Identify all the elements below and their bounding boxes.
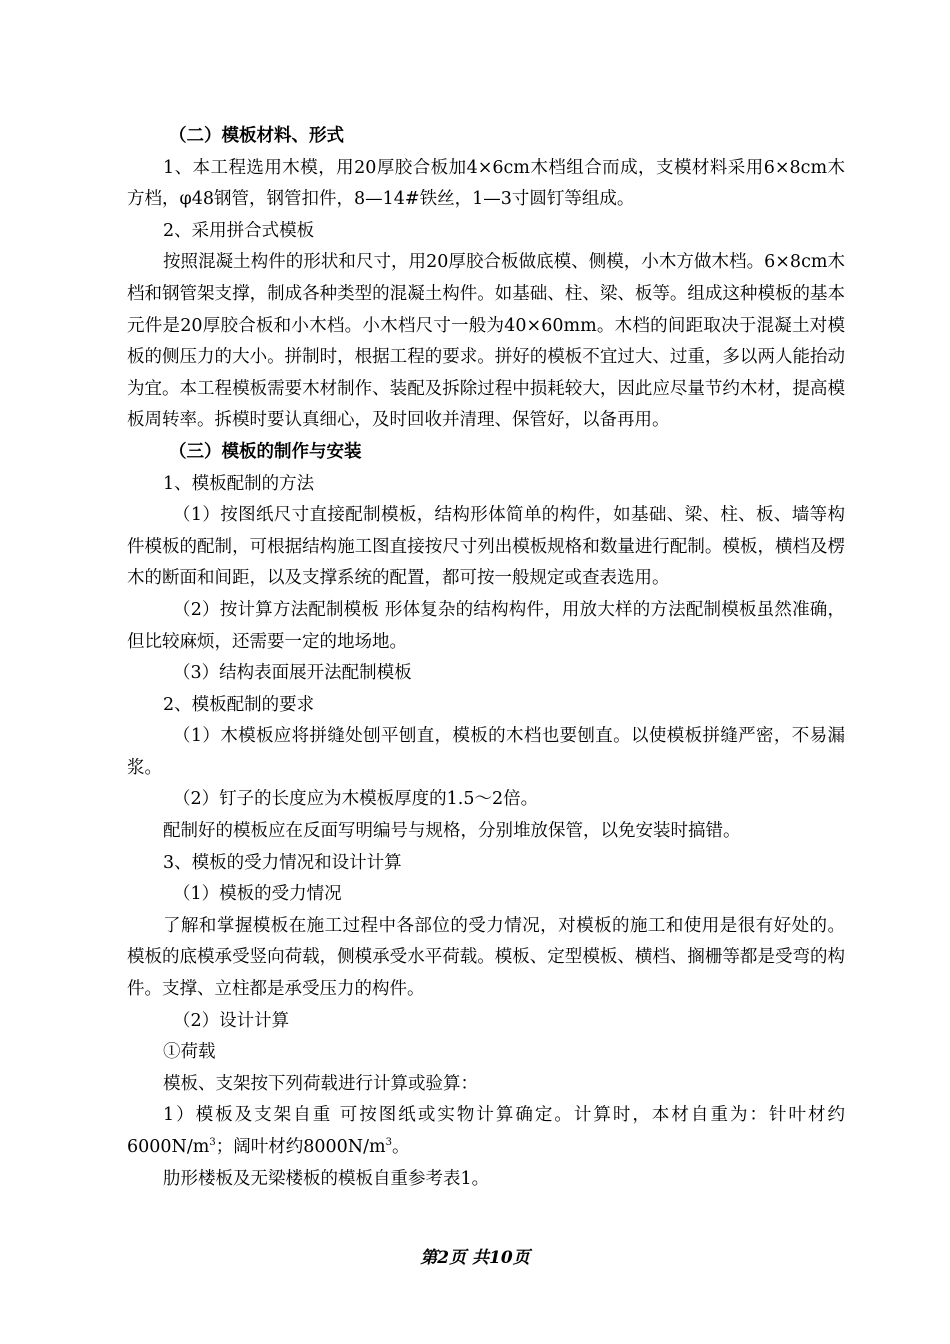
- paragraph-materials: 1、本工程选用木模，用20厚胶合板加4×6cm木档组合而成，支模材料采用6×8cm木方档，φ48钢管，钢管扣件，8—14#铁丝，1—3寸圆钉等组成。: [127, 157, 845, 210]
- paragraph-requirement-1: （1）木模板应将拼缝处刨平刨直，模板的木档也要刨直。以使模板拼缝严密，不易漏浆。: [127, 726, 845, 778]
- load-text-b: ；阔叶材约8000N/m: [215, 1137, 386, 1157]
- paragraph-load-self-weight: [127, 1100, 845, 1163]
- paragraph-table-reference: 肋形楼板及无梁楼板的模板自重参考表1。: [163, 1168, 490, 1189]
- paragraph-method-title: 1、模板配制的方法: [163, 473, 315, 494]
- paragraph-force-description: 了解和掌握模板在施工过程中各部位的受力情况，对模板的施工和使用是很有好处的。模板的底模承受竖向荷载，侧模承受水平荷载。模板、定型模板、横档、搁栅等都是受弯的构件。支撑、立柱都是承受压力的构件。: [127, 915, 845, 1000]
- load-text-c: 。: [391, 1137, 410, 1157]
- paragraph-formwork-description: 按照混凝土构件的形状和尺寸，用20厚胶合板做底模、侧模，小木方做木档。6×8cm木档和钢管架支撑，制成各种类型的混凝土构件。如基础、柱、梁、板等。组成这种模板的基本元件是20厚胶合板和小木档。小木档尺寸一般为40×60mm。木档的间距取决于混凝土对模板的侧压力的大小。拼制时，根据工程的要求。拼好的模板不宜过大、过重，多以两人能抬动为宜。本工程模板需要木材制作、装配及拆除过程中损耗较大，因此应尽量节约木材，提高模板周转率。拆模时要认真细心，及时回收并清理、保管好，以备再用。: [127, 252, 845, 431]
- paragraph-requirement-note: 配制好的模板应在反面写明编号与规格，分别堆放保管，以免安装时搞错。: [163, 821, 741, 842]
- paragraph-load-title: ①荷载: [163, 1042, 216, 1063]
- paragraph-method-2: （2）按计算方法配制模板 形体复杂的结构构件，用放大样的方法配制模板虽然准确，但比较麻烦，还需要一定的地场地。: [127, 599, 845, 652]
- section-heading-materials: （二）模板材料、形式: [169, 126, 344, 146]
- document-body: [127, 121, 845, 1195]
- paragraph-design-title: 3、模板的受力情况和设计计算: [163, 852, 402, 873]
- superscript-3: 3: [385, 1137, 392, 1149]
- paragraph-method-3: （3）结构表面展开法配制模板: [173, 663, 412, 684]
- paragraph-force-title: （1）模板的受力情况: [173, 884, 342, 905]
- section-heading-fabrication: （三）模板的制作与安装: [169, 441, 362, 462]
- page-footer: 第2页 共10页: [420, 1248, 530, 1268]
- load-text-a: 1）模板及支架自重 可按图纸或实物计算确定。计算时，本材自重为：针叶材约6000N/m: [127, 1105, 845, 1157]
- paragraph-calc-title: （2）设计计算: [173, 1010, 290, 1031]
- superscript-3: 3: [209, 1137, 216, 1149]
- paragraph-method-1: （1）按图纸尺寸直接配制模板，结构形体简单的构件，如基础、梁、柱、板、墙等构件模板的配制，可根据结构施工图直接按尺寸列出模板规格和数量进行配制。模板，横档及楞木的断面和间距，以及支撑系统的配置，都可按一般规定或查表选用。: [127, 505, 845, 589]
- paragraph-requirement-2: （2）钉子的长度应为木模板厚度的1.5～2倍。: [173, 789, 539, 810]
- paragraph-requirements-title: 2、模板配制的要求: [163, 694, 315, 715]
- paragraph-load-description: 模板、支架按下列荷载进行计算或验算：: [163, 1073, 478, 1094]
- paragraph-item-2: 2、采用拼合式模板: [163, 220, 315, 241]
